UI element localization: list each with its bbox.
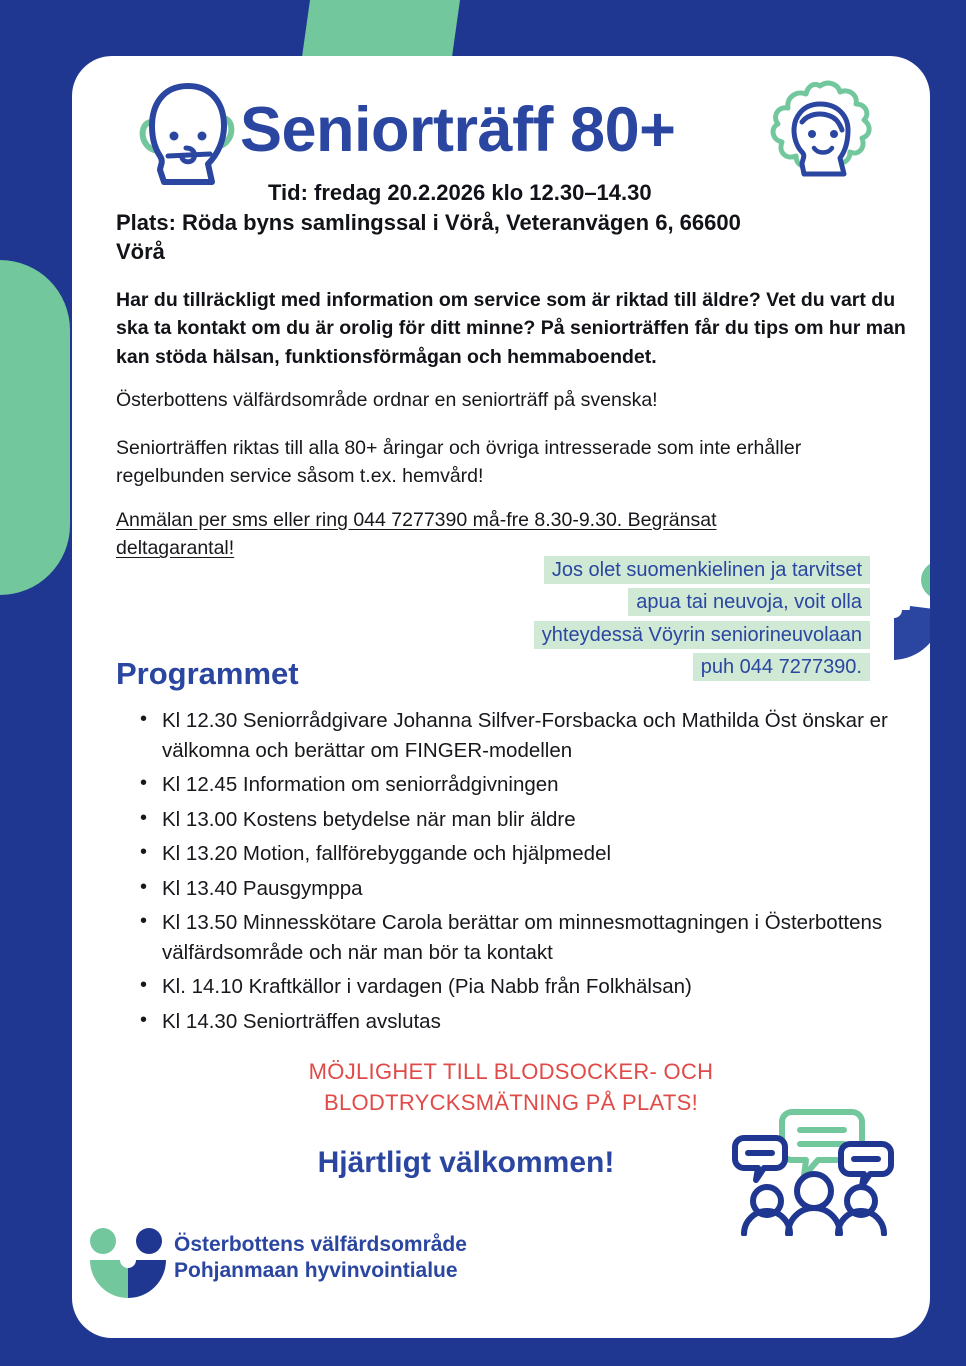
page-title: Seniorträff 80+	[240, 95, 676, 165]
smile-logo-mark-right-icon	[894, 556, 930, 666]
organization-name-fi: Pohjanmaan hyvinvointialue	[174, 1259, 458, 1283]
finnish-note-box	[472, 554, 870, 684]
senior-man-face-icon	[134, 78, 242, 190]
list-item: • Kl 12.45 Information om seniorrådgivningen	[162, 770, 922, 800]
poster-header	[72, 56, 930, 186]
organizer-paragraph: Österbottens välfärdsområde ordnar en seniorträff på svenska!	[116, 389, 658, 411]
group-discussion-icon	[730, 1106, 900, 1236]
list-item: • Kl. 14.10 Kraftkällor i vardagen (Pia Nabb från Folkhälsan)	[162, 972, 922, 1002]
organization-name	[174, 1232, 467, 1284]
finnish-note-line-3: yhteydessä Vöyrin seniorineuvolaan	[534, 621, 870, 649]
poster-card	[72, 56, 930, 1338]
list-item: • Kl 13.50 Minnesskötare Carola berättar om minnesmottagningen i Österbottens välfärdsområde och när man bör ta kontakt	[162, 908, 922, 967]
list-item: • Kl 14.30 Seniorträffen avslutas	[162, 1007, 922, 1037]
event-time: Tid: fredag 20.2.2026 klo 12.30–14.30	[268, 180, 652, 205]
list-item: • Kl 12.30 Seniorrådgivare Johanna Silfver-Forsbacka och Mathilda Öst önskar er välkomna och berättar om FINGER-modellen	[162, 706, 922, 765]
list-item: • Kl 13.20 Motion, fallförebyggande och hjälpmedel	[162, 839, 922, 869]
finnish-note-line-1: Jos olet suomenkielinen ja tarvitset	[544, 556, 870, 584]
programme-list	[136, 706, 922, 1041]
measurement-notice-line-2: BLODTRYCKSMÄTNING PÅ PLATS!	[323, 1090, 699, 1116]
wellbeing-services-logo-icon	[86, 1228, 178, 1300]
finnish-note-line-2: apua tai neuvoja, voit olla	[628, 588, 870, 616]
welcome-message: Hjärtligt välkommen!	[317, 1146, 615, 1179]
event-location: Plats: Röda byns samlingssal i Vörå, Veteranvägen 6, 66600 Vörå	[116, 210, 741, 265]
senior-woman-face-icon	[758, 78, 882, 194]
audience-paragraph: Seniorträffen riktas till alla 80+ åringar och övriga intresserade som inte erhåller regelbunden service såsom t.ex. hemvård!	[116, 437, 802, 488]
programme-heading: Programmet	[116, 656, 299, 691]
list-item: • Kl 13.40 Pausgymppa	[162, 874, 922, 904]
list-item: • Kl 13.00 Kostens betydelse när man blir äldre	[162, 805, 922, 835]
background-green-left-shape	[0, 260, 70, 595]
intro-paragraph: Har du tillräckligt med information om service som är riktad till äldre? Vet du vart du ska ta kontakt om du är orolig för ditt minne? På seniorträffen får du tips om hur man kan stöda hälsan, funktionsförmågan och hemmaboendet.	[116, 289, 906, 368]
measurement-notice-line-1: MÖJLIGHET TILL BLODSOCKER- OCH	[308, 1059, 714, 1084]
finnish-note-line-4: puh 044 7277390.	[693, 653, 870, 681]
registration-paragraph: Anmälan per sms eller ring 044 7277390 må-fre 8.30-9.30. Begränsat deltagarantal!	[116, 509, 717, 560]
organization-name-sv: Österbottens välfärdsområde	[174, 1233, 467, 1256]
